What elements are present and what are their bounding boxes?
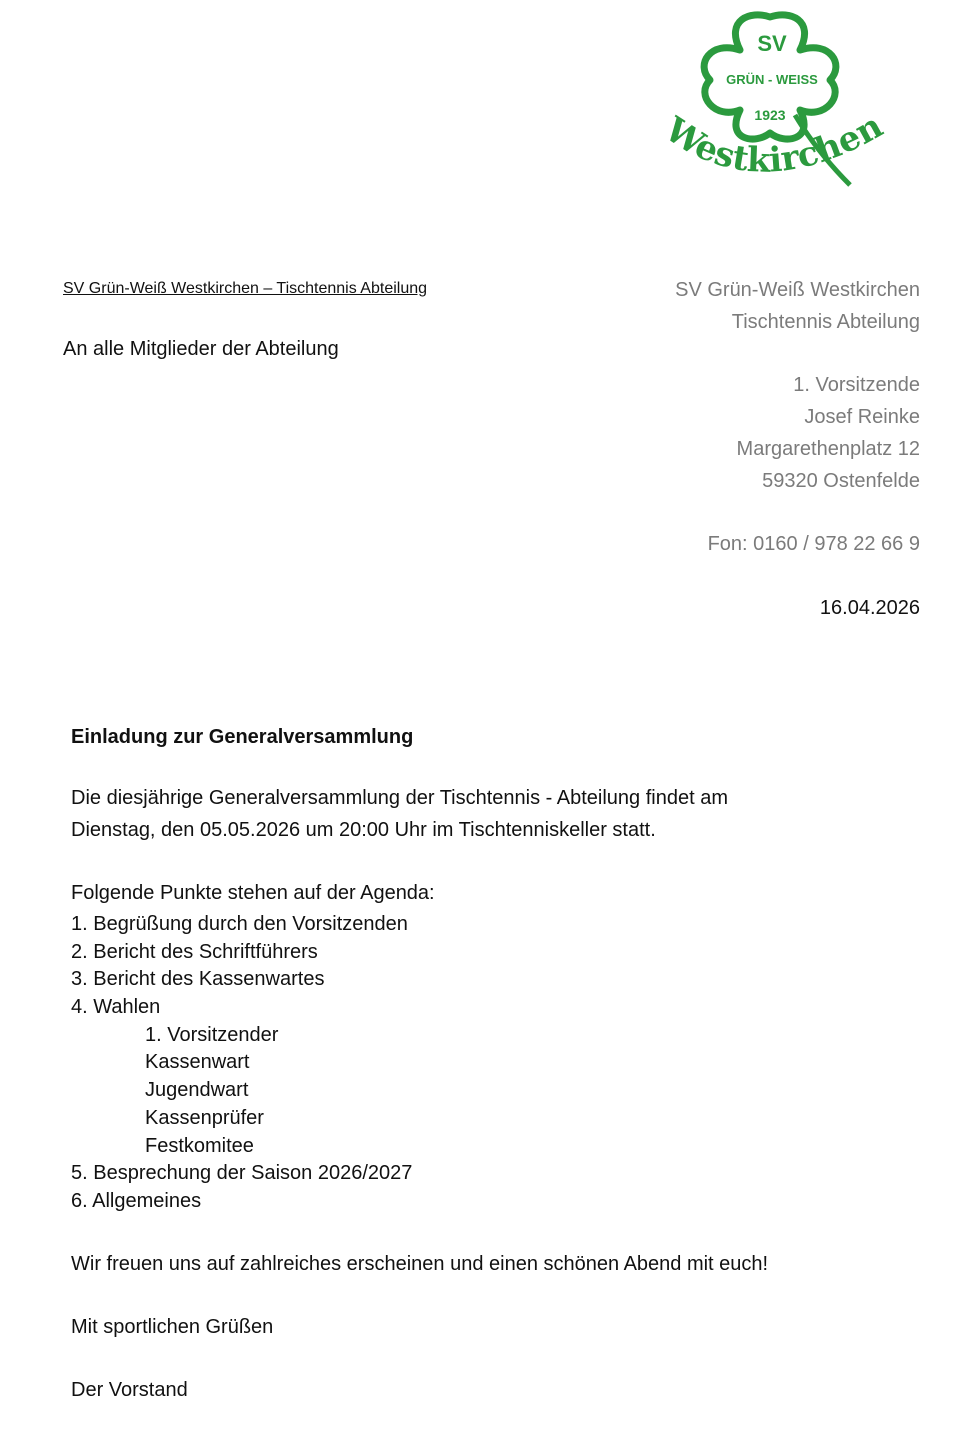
sender-street: Margarethenplatz 12	[736, 438, 920, 460]
agenda-item: 6. Allgemeines	[71, 1189, 202, 1212]
sender-name: Josef Reinke	[804, 406, 920, 428]
election-item: 1. Vorsitzender	[145, 1023, 279, 1046]
sender-dept: Tischtennis Abteilung	[731, 311, 920, 333]
sender-city: 59320 Ostenfelde	[762, 470, 920, 492]
agenda-intro: Folgende Punkte stehen auf der Agenda:	[71, 882, 435, 904]
svg-text:1923: 1923	[754, 107, 786, 123]
signature: Der Vorstand	[71, 1379, 188, 1401]
election-item: Jugendwart	[145, 1079, 249, 1102]
closing: Wir freuen uns auf zahlreiches erscheinen und einen schönen Abend mit euch!	[71, 1253, 769, 1275]
club-logo	[655, 5, 915, 195]
intro-line: Dienstag, den 05.05.2026 um 20:00 Uhr im Tischtenniskeller statt.	[71, 819, 656, 841]
agenda-item: 5. Besprechung der Saison 2026/2027	[71, 1162, 413, 1185]
agenda-item: 4. Wahlen	[71, 996, 161, 1019]
subject: Einladung zur Generalversammlung	[71, 726, 414, 748]
svg-text:Westkirchen: Westkirchen	[657, 105, 890, 181]
agenda-item: 2. Bericht des Schriftführers	[71, 940, 318, 963]
svg-text:SV: SV	[757, 31, 787, 56]
election-item: Kassenprüfer	[145, 1106, 264, 1129]
greeting: Mit sportlichen Grüßen	[71, 1316, 274, 1338]
header-line: SV Grün-Weiß Westkirchen – Tischtennis Abteilung	[63, 280, 428, 297]
letter-date: 16.04.2026	[819, 597, 920, 619]
election-item: Kassenwart	[145, 1051, 250, 1074]
agenda-item: 3. Bericht des Kassenwartes	[71, 968, 325, 991]
recipient: An alle Mitglieder der Abteilung	[63, 338, 339, 360]
agenda-item: 1. Begrüßung durch den Vorsitzenden	[71, 913, 408, 935]
intro-line: Die diesjährige Generalversammlung der Tischtennis - Abteilung findet am	[71, 787, 729, 809]
agenda-list	[71, 912, 412, 1217]
election-item: Festkomitee	[145, 1134, 254, 1157]
svg-text:GRÜN - WEISS: GRÜN - WEISS	[726, 72, 818, 87]
sender-role: 1. Vorsitzende	[793, 374, 920, 396]
sender-org: SV Grün-Weiß Westkirchen	[675, 279, 920, 301]
sender-phone: Fon: 0160 / 978 22 66 9	[707, 533, 920, 555]
